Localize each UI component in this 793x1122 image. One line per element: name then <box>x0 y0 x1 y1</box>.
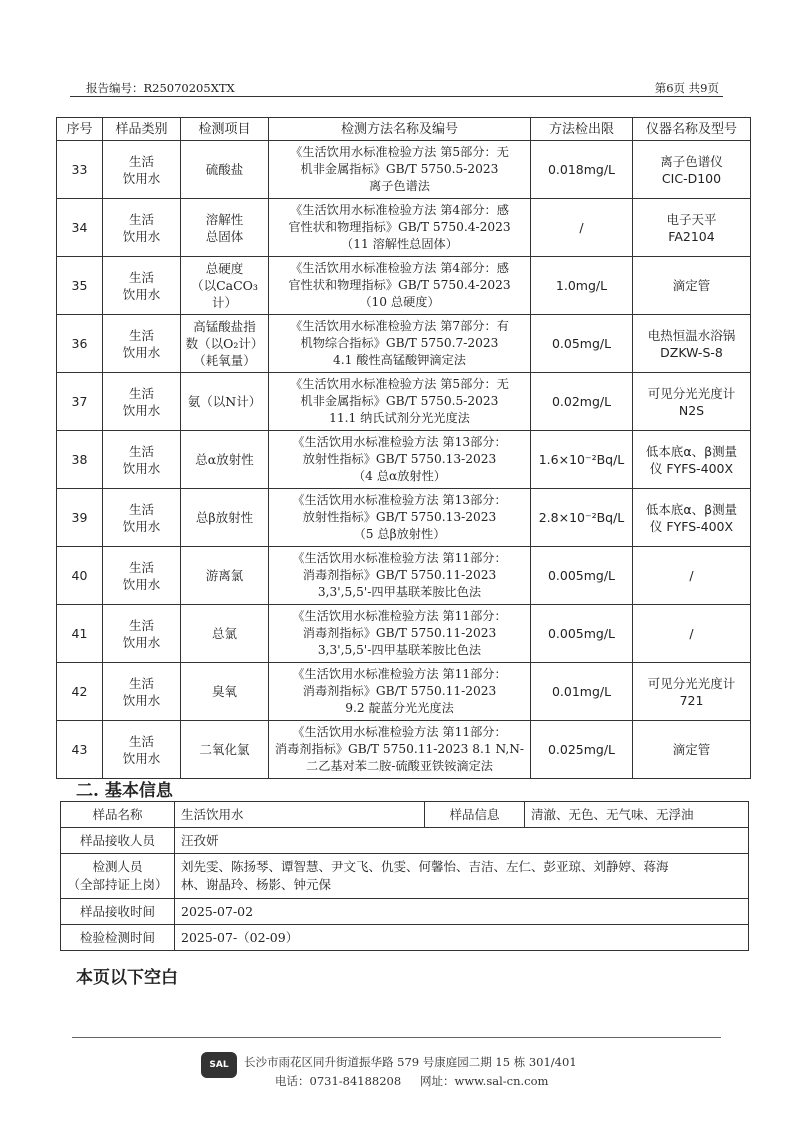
instrument-line: FA2104 <box>668 228 715 244</box>
test-item <box>181 663 269 721</box>
row-number: 37 <box>57 373 103 431</box>
report-number: 报告编号：R25070205XTX <box>86 81 235 95</box>
instrument-line: 电子天平 <box>666 211 717 227</box>
table-row <box>57 663 751 721</box>
instrument <box>633 315 751 373</box>
col-header: 检测方法名称及编号 <box>269 118 531 141</box>
test-method-line: 机物综合指标》GB/T 5750.7-2023 <box>300 336 499 350</box>
test-method-line: 官性状和物理指标》GB/T 5750.4-2023 <box>288 278 511 292</box>
test-method-line: 《生活饮用水标准检验方法 第4部分：感 <box>290 261 509 275</box>
test-method <box>269 547 531 605</box>
instrument-line: 低本底α、β测量 <box>645 443 738 459</box>
instrument-line: 电热恒温水浴锅 <box>647 327 736 343</box>
test-method <box>269 663 531 721</box>
testers-label-line: （全部持证上岗） <box>67 877 168 892</box>
instrument-line: 离子色谱仪 <box>660 153 723 169</box>
detection-limit: / <box>531 199 633 257</box>
test-method-line: 机非金属指标》GB/T 5750.5-2023 <box>300 394 499 408</box>
detection-limit: 0.005mg/L <box>531 605 633 663</box>
detection-limit: 0.005mg/L <box>531 547 633 605</box>
instrument-line: 滴定管 <box>672 278 711 293</box>
test-item-line: 总硬度 <box>205 261 244 276</box>
detection-limit: 2.8×10⁻²Bq/L <box>531 489 633 547</box>
detection-limit: 0.02mg/L <box>531 373 633 431</box>
sample-info-value: 清澈、无色、无气味、无浮油 <box>525 802 749 828</box>
row-number: 39 <box>57 489 103 547</box>
instrument-line: N2S <box>678 402 705 418</box>
test-method-line: 二乙基对苯二胺-硫酸亚铁铵滴定法 <box>306 759 493 773</box>
footer-divider <box>72 1037 721 1038</box>
test-method-line: 消毒剂指标》GB/T 5750.11-2023 <box>302 684 497 698</box>
info-row <box>61 899 749 925</box>
table-row <box>57 315 751 373</box>
sample-category-line: 饮用水 <box>122 518 161 534</box>
sample-category-line: 饮用水 <box>122 286 161 302</box>
receive-time-label: 样品接收时间 <box>61 899 175 925</box>
col-header: 样品类别 <box>103 118 181 141</box>
test-item <box>181 721 269 779</box>
test-method <box>269 605 531 663</box>
sample-category-line: 饮用水 <box>122 576 161 592</box>
test-method <box>269 315 531 373</box>
test-item-line: 数（以O₂计） <box>185 336 264 351</box>
info-row <box>61 925 749 951</box>
footer-address: 长沙市雨花区同升街道振华路 579 号康庭园二期 15 栋 301/401 <box>244 1055 577 1069</box>
row-number: 33 <box>57 141 103 199</box>
test-item-line: 臭氧 <box>211 684 237 699</box>
instrument-line: 可见分光光度计 <box>647 675 736 691</box>
instrument <box>633 199 751 257</box>
instrument-line: DZKW-S-8 <box>660 344 723 360</box>
test-method-line: 《生活饮用水标准检验方法 第5部分：无 <box>290 145 509 159</box>
table-row <box>57 199 751 257</box>
row-number: 42 <box>57 663 103 721</box>
test-item <box>181 431 269 489</box>
test-item <box>181 489 269 547</box>
instrument-line: / <box>689 568 694 583</box>
row-number: 43 <box>57 721 103 779</box>
instrument <box>633 257 751 315</box>
sample-category <box>103 663 181 721</box>
test-item <box>181 605 269 663</box>
sample-category-line: 饮用水 <box>122 692 161 708</box>
instrument-line: 滴定管 <box>672 742 711 757</box>
test-method-line: 《生活饮用水标准检验方法 第11部分： <box>292 667 507 681</box>
instrument-line: 721 <box>679 692 704 708</box>
table-row <box>57 431 751 489</box>
sample-category <box>103 721 181 779</box>
testers-label-line: 检测人员 <box>92 859 143 874</box>
test-item <box>181 373 269 431</box>
test-method <box>269 373 531 431</box>
test-item-line: （耗氧量） <box>193 353 256 368</box>
test-method-line: 《生活饮用水标准检验方法 第4部分：感 <box>290 203 509 217</box>
test-method-line: 11.1 纳氏试剂分光光度法 <box>329 411 470 425</box>
row-number: 41 <box>57 605 103 663</box>
sample-category-line: 饮用水 <box>122 634 161 650</box>
detection-limit: 0.05mg/L <box>531 315 633 373</box>
basic-info-table <box>60 801 749 951</box>
sample-category-line: 生活 <box>128 327 154 343</box>
detection-limit: 1.6×10⁻²Bq/L <box>531 431 633 489</box>
instrument-line: / <box>689 626 694 641</box>
test-method-line: 9.2 靛蓝分光光度法 <box>345 701 454 715</box>
instrument <box>633 489 751 547</box>
col-header: 仪器名称及型号 <box>633 118 751 141</box>
test-item-line: 总氯 <box>211 626 237 641</box>
test-time-label: 检验检测时间 <box>61 925 175 951</box>
sample-category-line: 生活 <box>128 269 154 285</box>
test-item-line: （以CaCO₃计） <box>191 278 258 310</box>
sample-category <box>103 605 181 663</box>
test-method-line: （11 溶解性总固体） <box>341 237 458 251</box>
detection-limit: 0.025mg/L <box>531 721 633 779</box>
receiver-value: 汪孜妍 <box>175 828 749 854</box>
test-method-line: 《生活饮用水标准检验方法 第7部分：有 <box>290 319 509 333</box>
test-method-line: 消毒剂指标》GB/T 5750.11-2023 <box>302 568 497 582</box>
table-row <box>57 373 751 431</box>
test-method-line: 《生活饮用水标准检验方法 第13部分： <box>292 435 507 449</box>
test-item <box>181 315 269 373</box>
test-item-line: 高锰酸盐指 <box>193 319 256 334</box>
test-method-line: 放射性指标》GB/T 5750.13-2023 <box>302 452 497 466</box>
test-method-line: 3,3',5,5'-四甲基联苯胺比色法 <box>317 643 482 657</box>
sample-name-value: 生活饮用水 <box>175 802 425 828</box>
test-item <box>181 257 269 315</box>
test-item-line: 总α放射性 <box>195 452 254 467</box>
test-item <box>181 547 269 605</box>
sample-category-line: 生活 <box>128 385 154 401</box>
testers-label <box>61 854 175 899</box>
row-number: 35 <box>57 257 103 315</box>
test-method-line: 《生活饮用水标准检验方法 第11部分： <box>292 551 507 565</box>
instrument <box>633 141 751 199</box>
testers-value <box>175 854 749 899</box>
test-method-line: 《生活饮用水标准检验方法 第11部分： <box>292 609 507 623</box>
sample-category-line: 饮用水 <box>122 344 161 360</box>
table-header-row <box>57 118 751 141</box>
test-method <box>269 489 531 547</box>
test-item-line: 游离氯 <box>205 568 244 583</box>
test-method-line: 放射性指标》GB/T 5750.13-2023 <box>302 510 497 524</box>
row-number: 36 <box>57 315 103 373</box>
test-item-line: 总β放射性 <box>195 510 254 525</box>
test-method-line: （5 总β放射性） <box>353 527 446 541</box>
test-method-line: 《生活饮用水标准检验方法 第11部分： <box>292 725 507 739</box>
test-method-line: （4 总α放射性） <box>353 469 446 483</box>
table-body <box>57 141 751 779</box>
section-title: 二. 基本信息 <box>76 781 173 801</box>
sample-category <box>103 141 181 199</box>
table-row <box>57 489 751 547</box>
sample-category-line: 饮用水 <box>122 170 161 186</box>
instrument-line: 低本底α、β测量 <box>645 501 738 517</box>
instrument <box>633 547 751 605</box>
test-method <box>269 141 531 199</box>
test-time-value: 2025-07-（02-09） <box>175 925 749 951</box>
sal-logo: SAL <box>201 1052 237 1078</box>
detection-limit: 0.018mg/L <box>531 141 633 199</box>
sample-category <box>103 315 181 373</box>
test-method <box>269 257 531 315</box>
test-method <box>269 721 531 779</box>
col-header: 序号 <box>57 118 103 141</box>
test-method-line: 机非金属指标》GB/T 5750.5-2023 <box>300 162 499 176</box>
test-item <box>181 199 269 257</box>
sample-category-line: 饮用水 <box>122 750 161 766</box>
detection-limit: 1.0mg/L <box>531 257 633 315</box>
sample-category-line: 生活 <box>128 501 154 517</box>
col-header: 方法检出限 <box>531 118 633 141</box>
sample-category <box>103 547 181 605</box>
page-number: 第6页 共9页 <box>654 81 719 95</box>
test-method-line: （10 总硬度） <box>359 295 440 309</box>
sample-category-line: 生活 <box>128 443 154 459</box>
receiver-label: 样品接收人员 <box>61 828 175 854</box>
sample-category-line: 生活 <box>128 559 154 575</box>
receive-time-value: 2025-07-02 <box>175 899 749 925</box>
instrument-line: 仪 FYFS-400X <box>649 518 734 534</box>
test-item <box>181 141 269 199</box>
info-row <box>61 802 749 828</box>
test-method-line: 《生活饮用水标准检验方法 第13部分： <box>292 493 507 507</box>
sample-category <box>103 431 181 489</box>
test-method-line: 官性状和物理指标》GB/T 5750.4-2023 <box>288 220 511 234</box>
table-row <box>57 605 751 663</box>
row-number: 34 <box>57 199 103 257</box>
testers-line: 刘先雯、陈扬琴、谭智慧、尹文飞、仇雯、何馨怡、吉洁、左仁、彭亚琼、刘静婷、蒋海 <box>181 859 669 874</box>
footer-website: 网址：www.sal-cn.com <box>420 1074 549 1088</box>
test-method-line: 离子色谱法 <box>369 179 430 193</box>
sample-category-line: 生活 <box>128 617 154 633</box>
sample-category-line: 饮用水 <box>122 402 161 418</box>
instrument-line: CIC-D100 <box>661 170 722 186</box>
info-row <box>61 828 749 854</box>
sample-category-line: 生活 <box>128 675 154 691</box>
sample-category <box>103 373 181 431</box>
table-row <box>57 721 751 779</box>
instrument <box>633 373 751 431</box>
row-number: 38 <box>57 431 103 489</box>
sample-category-line: 饮用水 <box>122 228 161 244</box>
test-method <box>269 431 531 489</box>
testers-line: 林、谢晶玲、杨影、钟元保 <box>181 877 332 892</box>
page-header <box>70 78 723 97</box>
sample-category-line: 生活 <box>128 733 154 749</box>
test-method-line: 3,3',5,5'-四甲基联苯胺比色法 <box>317 585 482 599</box>
sample-category-line: 生活 <box>128 153 154 169</box>
sample-info-label: 样品信息 <box>425 802 525 828</box>
col-header: 检测项目 <box>181 118 269 141</box>
instrument <box>633 605 751 663</box>
instrument-line: 可见分光光度计 <box>647 385 736 401</box>
info-row <box>61 854 749 899</box>
footer-phone: 电话：0731-84188208 <box>275 1074 402 1088</box>
test-item-line: 硫酸盐 <box>205 162 244 177</box>
test-item-line: 二氧化氯 <box>199 742 250 757</box>
instrument <box>633 431 751 489</box>
table-row <box>57 141 751 199</box>
table-row <box>57 547 751 605</box>
test-methods-table <box>56 117 751 779</box>
test-method-line: 消毒剂指标》GB/T 5750.11-2023 8.1 N,N- <box>274 742 525 756</box>
test-method-line: 4.1 酸性高锰酸钾滴定法 <box>333 353 466 367</box>
table-row <box>57 257 751 315</box>
row-number: 40 <box>57 547 103 605</box>
sample-category <box>103 489 181 547</box>
blank-page-note: 本页以下空白 <box>76 968 178 988</box>
sample-category-line: 饮用水 <box>122 460 161 476</box>
detection-limit: 0.01mg/L <box>531 663 633 721</box>
instrument-line: 仪 FYFS-400X <box>649 460 734 476</box>
test-item-line: 总固体 <box>205 228 244 244</box>
test-item-line: 溶解性 <box>205 211 244 227</box>
instrument <box>633 721 751 779</box>
sample-category <box>103 257 181 315</box>
sample-name-label: 样品名称 <box>61 802 175 828</box>
test-method-line: 《生活饮用水标准检验方法 第5部分：无 <box>290 377 509 391</box>
instrument <box>633 663 751 721</box>
test-method-line: 消毒剂指标》GB/T 5750.11-2023 <box>302 626 497 640</box>
test-item-line: 氨（以N计） <box>187 394 262 409</box>
sample-category-line: 生活 <box>128 211 154 227</box>
test-method <box>269 199 531 257</box>
sample-category <box>103 199 181 257</box>
